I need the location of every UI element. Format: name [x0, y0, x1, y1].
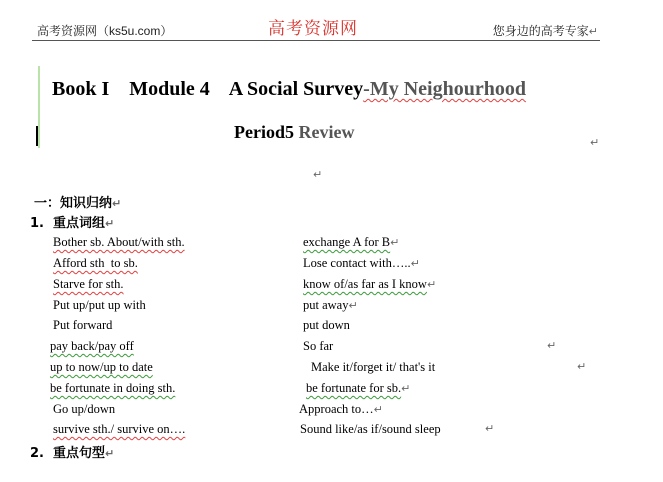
- paragraph-mark: ↵: [485, 422, 495, 435]
- paragraph-mark: ↵: [577, 360, 587, 373]
- phrase-left: Bother sb. About/with sth.: [53, 235, 185, 249]
- list-item-heading: 1. 重点词组↵: [30, 216, 115, 231]
- phrase-row: [0, 381, 663, 401]
- header-logo-text: 高考资源网: [268, 19, 358, 39]
- phrase-right: So far: [303, 339, 334, 353]
- phrase-left: Starve for sth.: [53, 277, 124, 291]
- page-title: Book I Module 4 A Social Survey-My Neighourhood: [52, 78, 526, 100]
- phrase-right: Approach to…↵: [299, 402, 383, 416]
- paragraph-mark: ↵: [590, 136, 600, 149]
- phrase-right: Sound like/as if/sound sleep: [300, 422, 441, 436]
- header-left-text: 高考资源网（ks5u.com）: [37, 24, 173, 38]
- phrase-left: Go up/down: [53, 402, 116, 416]
- phrase-left: be fortunate in doing sth.: [50, 381, 176, 395]
- phrase-row: [0, 339, 663, 359]
- section-heading: 一：知识归纳↵: [34, 196, 122, 211]
- phrase-left: up to now/up to date: [50, 360, 153, 374]
- paragraph-mark: ↵: [547, 339, 557, 352]
- phrase-left: pay back/pay off: [50, 339, 134, 353]
- phrase-row: [0, 256, 663, 276]
- paragraph-mark: ↵: [313, 168, 323, 181]
- phrase-right: be fortunate for sb.↵: [306, 381, 411, 395]
- phrase-row: [0, 298, 663, 318]
- phrase-left: Put up/put up with: [53, 298, 146, 312]
- text-cursor: [36, 126, 38, 146]
- margin-indicator: [38, 66, 40, 148]
- phrase-row: [0, 277, 663, 297]
- phrase-left: Afford sth to sb.: [53, 256, 138, 270]
- phrase-row: [0, 402, 663, 422]
- list-item-heading: 2. 重点句型↵: [30, 446, 115, 461]
- header-right-text: 您身边的高考专家↵: [492, 24, 598, 38]
- phrase-row: [0, 318, 663, 338]
- phrase-right: know of/as far as I know↵: [303, 277, 437, 291]
- phrase-row: [0, 360, 663, 380]
- phrase-right: Make it/forget it/ that's it: [311, 360, 436, 374]
- phrase-row: [0, 235, 663, 255]
- header-rule: [32, 40, 600, 41]
- phrase-right: Lose contact with…..↵: [303, 256, 420, 270]
- phrase-left: survive sth./ survive on….: [53, 422, 186, 436]
- phrase-left: Put forward: [53, 318, 113, 332]
- phrase-right: put down: [303, 318, 350, 332]
- phrase-right: put away↵: [303, 298, 358, 312]
- phrase-row: [0, 422, 663, 442]
- phrase-right: exchange A for B↵: [303, 235, 400, 249]
- page-subtitle: Period5 Review: [234, 122, 355, 142]
